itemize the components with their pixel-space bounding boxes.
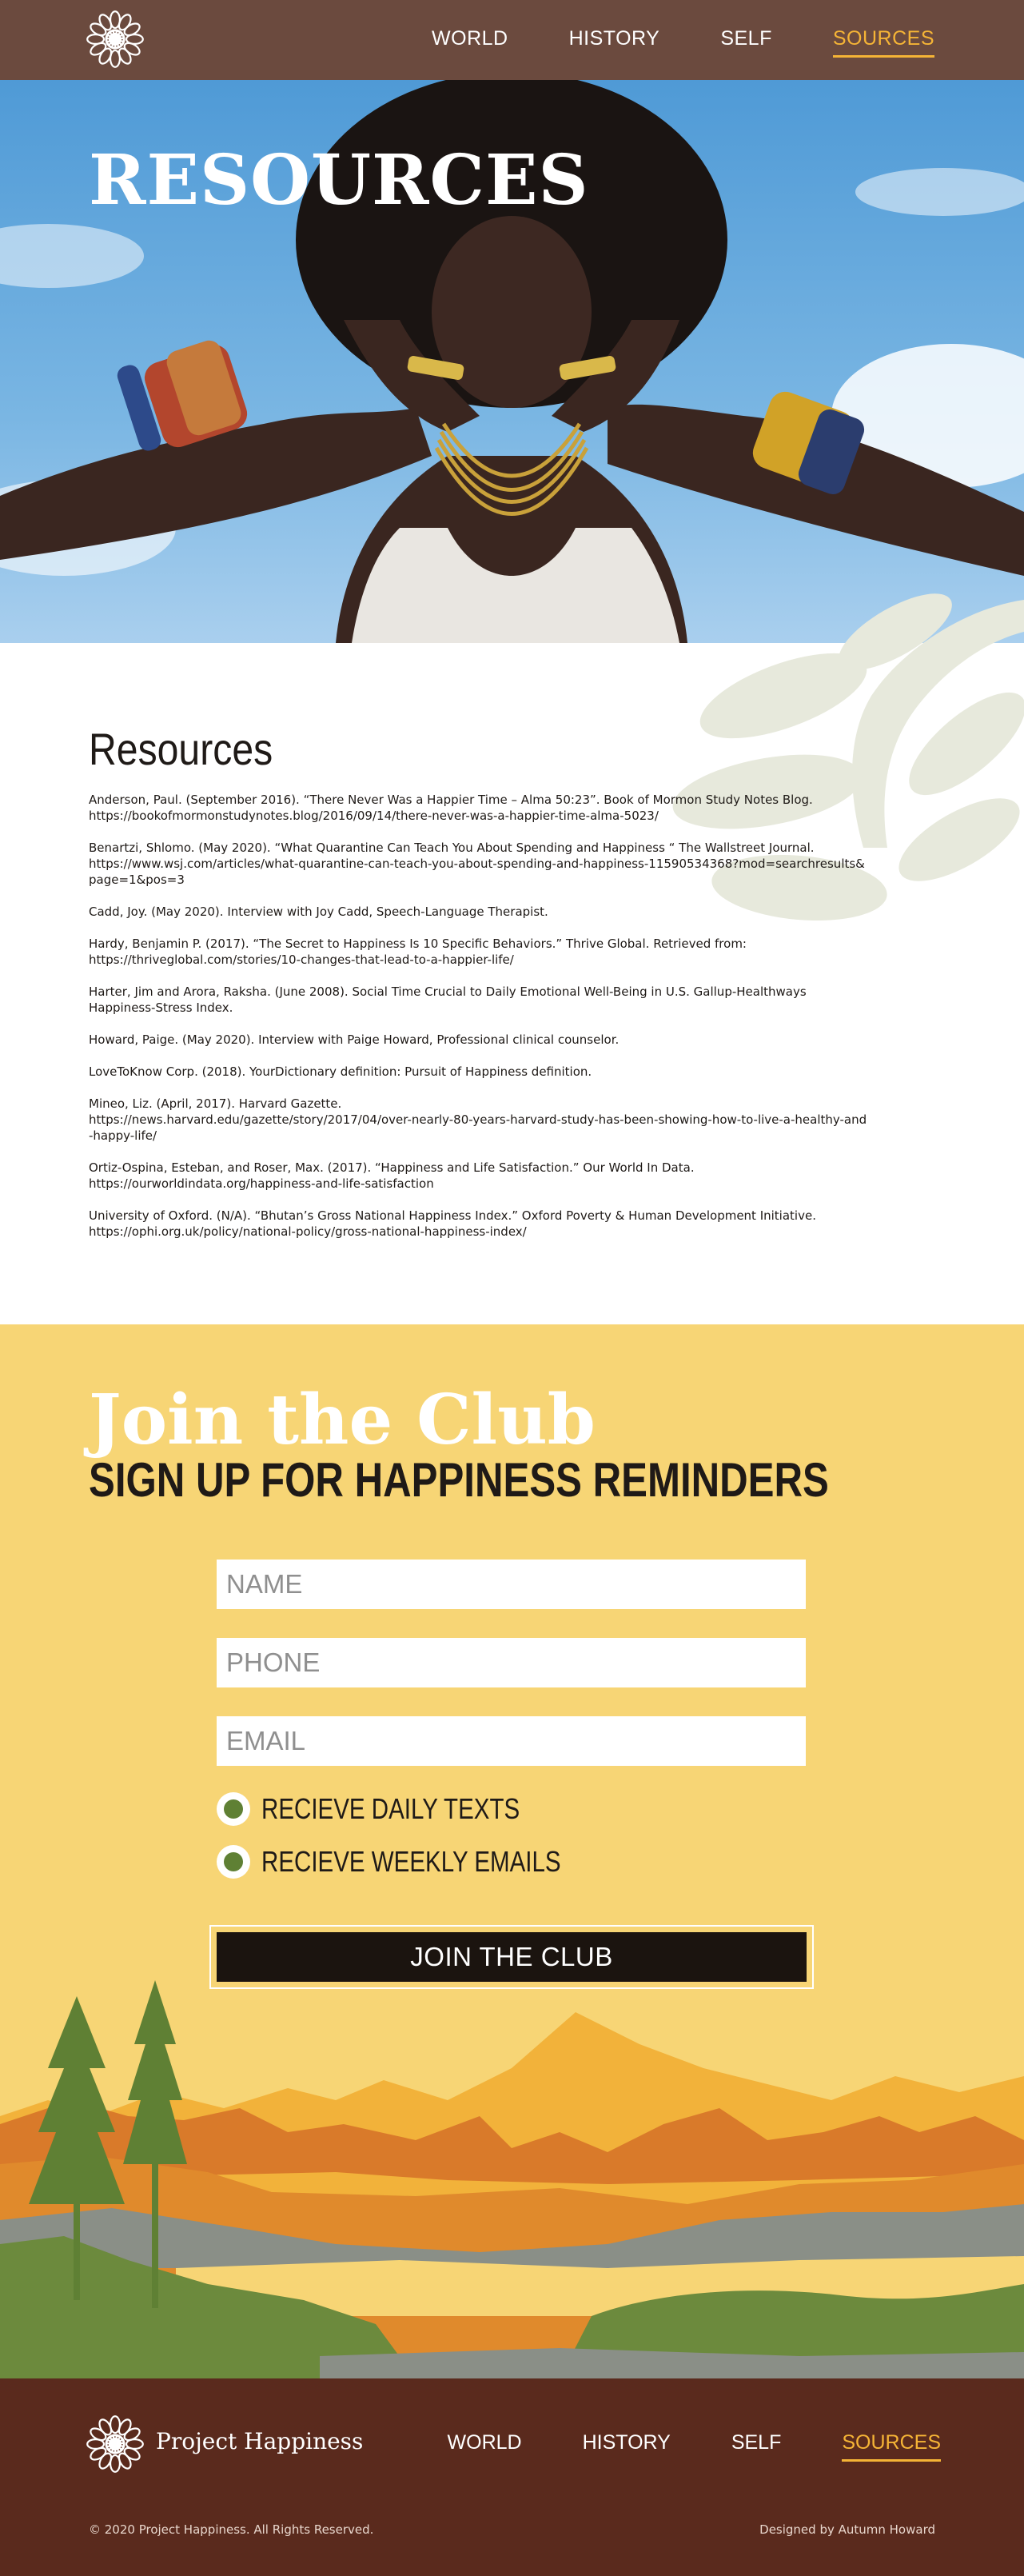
nav-link-self[interactable]: SELF [720,27,772,50]
reference-item: Ortiz-Ospina, Esteban, and Roser, Max. (2017). “Happiness and Life Satisfaction.” Our World In Data. https://ourworldindata.org/happiness-and-life-satisfaction [89,1160,695,1191]
hero-title: RESOURCES [89,140,589,221]
nav-link-sources[interactable]: SOURCES [833,27,934,58]
join-club-button[interactable] [209,1925,814,1989]
daily-texts-option[interactable] [217,1792,576,1826]
resources-heading: Resources [89,724,273,774]
footer-link-sources[interactable]: SOURCES [842,2431,941,2462]
phone-input[interactable]: PHONE [217,1638,806,1687]
daily-texts-label: RECIEVE DAILY TEXTS [261,1792,520,1825]
reference-item: Mineo, Liz. (April, 2017). Harvard Gazette. https://news.harvard.edu/gazette/story/2017/04/over-nearly-80-years-harvard-study-has-been-showing-how-to-live-a-healthy-and -happy-life/ [89,1096,867,1143]
weekly-emails-option[interactable] [217,1845,627,1879]
weekly-emails-label: RECIEVE WEEKLY EMAILS [261,1845,561,1878]
nav-link-world[interactable]: WORLD [432,27,508,50]
name-input[interactable]: NAME [217,1560,806,1609]
sunflower-logo-icon[interactable] [86,2414,145,2474]
footer-link-self[interactable]: SELF [731,2431,782,2454]
reference-item: Benartzi, Shlomo. (May 2020). “What Quarantine Can Teach You About Spending and Happiness “ The Wallstreet Journal. https://www.wsj.com/articles/what-quarantine-can-teach-you-about-spending-and-happiness-11590534368?mod=searchresults& page=1&pos=3 [89,841,865,887]
nav-link-history[interactable]: HISTORY [568,27,660,50]
radio-selected-dot [224,1799,243,1819]
join-club-section [0,1324,1024,2378]
hero-banner [0,80,1024,643]
reference-item: Hardy, Benjamin P. (2017). “The Secret to Happiness Is 10 Specific Behaviors.” Thrive Global. Retrieved from: https://thriveglobal.com/stories/10-changes-that-lead-to-a-happier-life/ [89,937,747,967]
reference-item: Harter, Jim and Arora, Raksha. (June 2008). Social Time Crucial to Daily Emotional Well-Being in U.S. Gallup-Healthways Happiness-Stress Index. [89,984,807,1015]
footer-brand-name[interactable]: Project Happiness [156,2428,364,2454]
footer-link-world[interactable]: WORLD [447,2431,522,2454]
copyright-text: © 2020 Project Happiness. All Rights Reserved. [89,2522,374,2537]
join-club-button-label: JOIN THE CLUB [217,1932,807,1982]
radio-selected-dot [224,1852,243,1871]
main-nav [371,27,934,58]
designer-credit: Designed by Autumn Howard [759,2522,935,2537]
join-subtitle: SIGN UP FOR HAPPINESS REMINDERS [89,1453,829,1507]
landscape-illustration [0,1980,1024,2378]
top-navigation-bar [0,0,1024,80]
reference-item: Howard, Paige. (May 2020). Interview with Paige Howard, Professional clinical counselor. [89,1032,620,1047]
email-input[interactable]: EMAIL [217,1716,806,1766]
footer-link-history[interactable]: HISTORY [582,2431,671,2454]
weekly-emails-radio[interactable] [217,1845,250,1879]
footer-nav [387,2431,941,2462]
references-list [89,792,920,1256]
sunflower-logo-icon[interactable] [86,10,145,69]
join-title: Join the Club [89,1380,596,1460]
reference-item: Anderson, Paul. (September 2016). “There Never Was a Happier Time – Alma 50:23”. Book of Mormon Study Notes Blog. https://bookofmormonstudynotes.blog/2016/09/14/there-never-was-a-happier-time-alma-5023/ [89,793,813,823]
site-footer [0,2378,1024,2576]
reference-item: Cadd, Joy. (May 2020). Interview with Joy Cadd, Speech-Language Therapist. [89,905,548,919]
daily-texts-radio[interactable] [217,1792,250,1826]
reference-item: University of Oxford. (N/A). “Bhutan’s Gross National Happiness Index.” Oxford Poverty & Human Development Initiative. https://ophi.org.uk/policy/national-policy/gross-national-happiness-index/ [89,1208,816,1239]
reference-item: LoveToKnow Corp. (2018). YourDictionary definition: Pursuit of Happiness definition. [89,1064,592,1079]
